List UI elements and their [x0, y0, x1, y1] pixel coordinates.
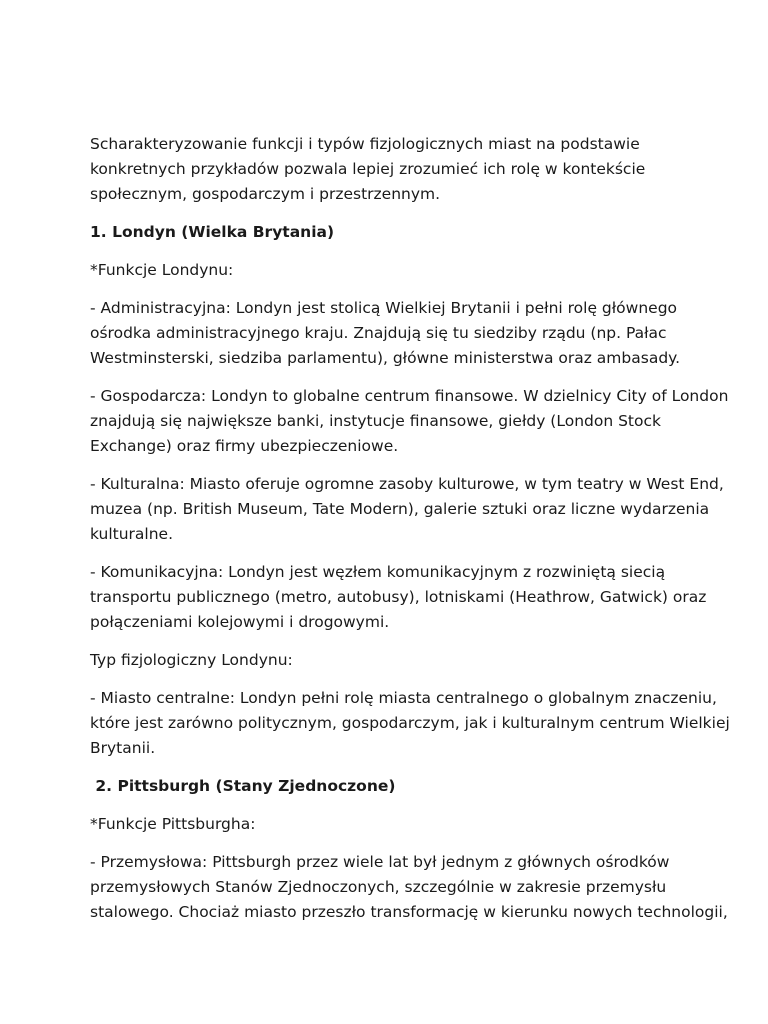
- intro-paragraph: [90, 132, 690, 207]
- text-line: stalowego. Chociaż miasto przeszło transformację w kierunku nowych technologii,: [90, 903, 728, 921]
- text-line: Brytanii.: [90, 739, 156, 757]
- text-line: połączeniami kolejowymi i drogowymi.: [90, 613, 390, 631]
- paragraph-industrial: [90, 850, 728, 925]
- text-line: - Miasto centralne: Londyn pełni rolę miasta centralnego o globalnym znaczeniu,: [90, 689, 717, 707]
- text-line: transportu publicznego (metro, autobusy), lotniskami (Heathrow, Gatwick) oraz: [90, 588, 707, 606]
- text-line: - Przemysłowa: Pittsburgh przez wiele lat był jednym z głównych ośrodków: [90, 853, 670, 871]
- text-line: - Gospodarcza: Londyn to globalne centrum finansowe. W dzielnicy City of London: [90, 387, 729, 405]
- text-line: - Komunikacyjna: Londyn jest węzłem komunikacyjnym z rozwiniętą siecią: [90, 563, 666, 581]
- document-body: [90, 132, 730, 938]
- text-line: - Administracyjna: Londyn jest stolicą Wielkiej Brytanii i pełni rolę głównego: [90, 299, 678, 317]
- text-line: kulturalne.: [90, 525, 173, 543]
- text-line: konkretnych przykładów pozwala lepiej zrozumieć ich rolę w kontekście: [90, 160, 646, 178]
- text-line: muzea (np. British Museum, Tate Modern), galerie sztuki oraz liczne wydarzenia: [90, 500, 710, 518]
- functions-label-pittsburgh: *Funkcje Pittsburgha:: [90, 815, 256, 833]
- text-line: Scharakteryzowanie funkcji i typów fizjologicznych miast na podstawie: [90, 135, 640, 153]
- text-line: Westminsterski, siedziba parlamentu), główne ministerstwa oraz ambasady.: [90, 349, 681, 367]
- paragraph-administrative: [90, 296, 690, 371]
- functions-label-london: *Funkcje Londynu:: [90, 261, 234, 279]
- section-heading-london: 1. Londyn (Wielka Brytania): [90, 223, 335, 241]
- text-line: znajdują się największe banki, instytucje finansowe, giełdy (London Stock: [90, 412, 661, 430]
- text-line: przemysłowych Stanów Zjednoczonych, szczególnie w zakresie przemysłu: [90, 878, 667, 896]
- text-line: - Kulturalna: Miasto oferuje ogromne zasoby kulturowe, w tym teatry w West End,: [90, 475, 724, 493]
- type-label-london: Typ fizjologiczny Londynu:: [90, 651, 293, 669]
- text-line: Exchange) oraz firmy ubezpieczeniowe.: [90, 437, 399, 455]
- paragraph-cultural: [90, 472, 724, 547]
- paragraph-central-city: [90, 686, 730, 761]
- text-line: ośrodka administracyjnego kraju. Znajdują się tu siedziby rządu (np. Pałac: [90, 324, 667, 342]
- paragraph-communication: [90, 560, 707, 635]
- paragraph-economic: [90, 384, 729, 459]
- section-heading-pittsburgh: 2. Pittsburgh (Stany Zjednoczone): [90, 777, 396, 795]
- text-line: które jest zarówno politycznym, gospodarczym, jak i kulturalnym centrum Wielkiej: [90, 714, 730, 732]
- text-line: społecznym, gospodarczym i przestrzennym.: [90, 185, 441, 203]
